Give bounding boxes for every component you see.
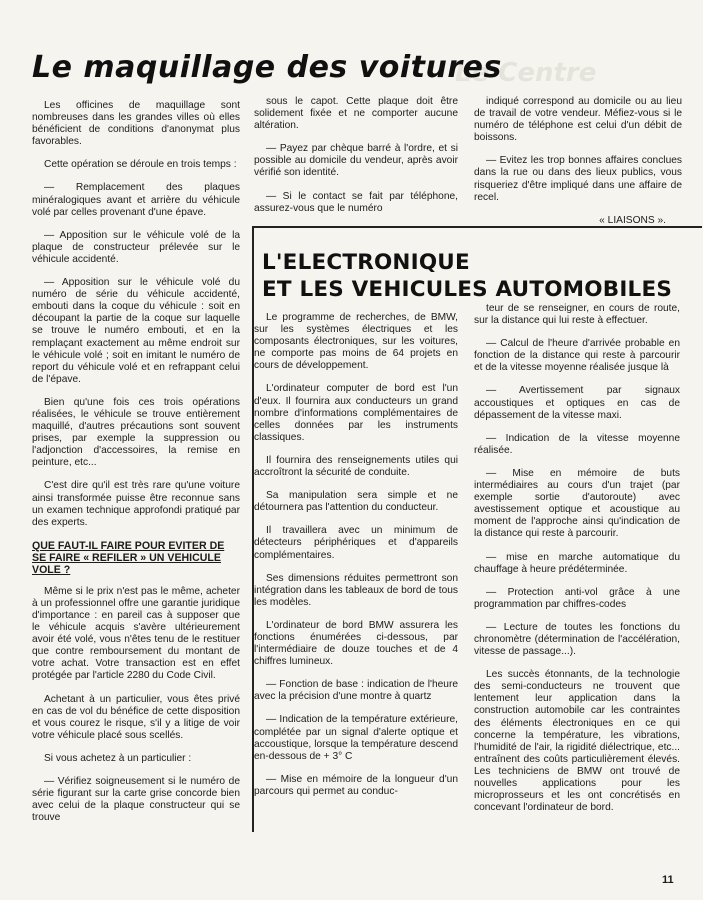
electronique-heading-line-2: ET LES VEHICULES AUTOMOBILES	[262, 277, 673, 302]
middle-bottom-column	[254, 312, 458, 809]
background-ghost-heading: Le Centre	[455, 58, 597, 88]
paragraph: Si vous achetez à un particulier :	[44, 752, 192, 764]
middle-top-column	[254, 96, 458, 226]
section-divider-horizontal	[252, 226, 702, 228]
electronique-heading	[262, 249, 672, 303]
paragraph: — Apposition sur le véhicule volé du numéro de série du véhicule accidenté, embouti dans la coque du véhicule : soit en découpant la partie de la coque sur laquelle se trouve le numéro embouti, et en la remplaçant exactement au même endroit sur le véhicule volé ; soit en imitant le numéro de report du véhicule volé et en refrappant celui de l'épave.	[32, 277, 240, 385]
paragraph: — Indication de la température extérieure, complétée par un signal d'alerte optique et accoustique, lorsque la température descend en-dessous de + 3° C	[254, 714, 458, 762]
section-subheading: QUE FAUT-IL FAIRE POUR EVITER DE SE FAIRE « REFILER » UN VEHICULE VOLE ?	[32, 539, 225, 576]
paragraph: L'ordinateur computer de bord est l'un d'eux. Il fournira aux conducteurs un grand nombre d'informations complémentaires de celles données par les instruments classiques.	[254, 383, 458, 443]
paragraph: C'est dire qu'il est très rare qu'une voiture ainsi transformée puisse être reconnue sans un examen technique approfondi pratiqué par des experts.	[32, 480, 240, 528]
page-number: 11	[662, 874, 674, 886]
article-title: Le maquillage des voitures	[32, 50, 502, 85]
left-article-column	[32, 100, 240, 835]
paragraph: — Mise en mémoire de buts intermédiaires au cours d'un trajet (par exemple sortie d'autoroute) avec avestissement optique et acoustique au moment de l'approche ainsi qu'indication de la distance qui reste à parcourir.	[474, 467, 680, 540]
paragraph: Cette opération se déroule en trois temps :	[44, 159, 237, 171]
paragraph: sous le capot. Cette plaque doit être solidement fixée et ne comporter aucune altération.	[254, 96, 458, 132]
paragraph: — Payez par chèque barré à l'ordre, et si possible au domicile du vendeur, après avoir vérifié son identité.	[254, 143, 458, 179]
source-signature: « LIAISONS ».	[599, 214, 666, 226]
paragraph: — Mise en mémoire de la longueur d'un parcours qui permet au conduc-	[254, 773, 458, 797]
paragraph: — Fonction de base : indication de l'heure avec la précision d'une montre à quartz	[254, 679, 458, 703]
paragraph: — Protection anti-vol grâce à une programmation par chiffres-codes	[474, 586, 680, 610]
paragraph: — Lecture de toutes les fonctions du chronomètre (détermination de l'accélération, vitesse de passage...).	[474, 621, 680, 658]
paragraph: — Avertissement par signaux accoustiques et optiques en cas de dépassement de la vitesse maxi.	[474, 385, 680, 421]
paragraph: — Evitez les trop bonnes affaires conclues dans la rue ou dans des lieux publics, vous risqueriez d'être impliqué dans une affaire de recel.	[474, 155, 682, 203]
paragraph: Le programme de recherches, de BMW, sur les systèmes électriques et les composants électroniques, sur les voitures, ne comporte pas moins de 64 projets en cours de développement.	[254, 312, 458, 372]
paragraph: Sa manipulation sera simple et ne détournera pas l'attention du conducteur.	[254, 490, 458, 514]
paragraph: — Calcul de l'heure d'arrivée probable en fonction de la distance qui reste à parcourir et de la vitesse moyenne réalisée jusque là	[474, 338, 680, 374]
paragraph: Les succès étonnants, de la technologie des semi-conducteurs ne trouvent que lentement leur application dans la construction automobile car les contraintes des éléments électroniques en ce qui concerne la température, les vibrations, l'humidité de l'air, la rigidité diélectrique, etc... entraînent des coûts particulièrement élevés. Les techniciens de BMW ont trouvé de nouvelles applications pour les microprosseurs et les ont concrétisés en concevant l'ordinateur de bord.	[474, 669, 680, 814]
electronique-heading-line-1: L'ELECTRONIQUE	[262, 250, 470, 275]
paragraph: Les officines de maquillage sont nombreuses dans les grandes villes où elles bénéficient de conditions d'anonymat plus favorables.	[32, 100, 240, 148]
paragraph: teur de se renseigner, en cours de route, sur la distance qui lui reste à effectuer.	[474, 303, 680, 327]
paragraph: indiqué correspond au domicile ou au lieu de travail de votre vendeur. Méfiez-vous si le numéro de téléphone est celui d'un débit de boissons.	[474, 96, 682, 144]
paragraph: Bien qu'une fois ces trois opérations réalisées, le véhicule se trouve entièrement maquillé, d'autres précautions sont souvent prises, par exemple la suppression ou l'adjonction d'accessoires, la remise en peinture, etc...	[32, 396, 240, 469]
paragraph: Il fournira des renseignements utiles qui accroîtront la sécurité de conduite.	[254, 454, 458, 479]
paragraph: — Apposition sur le véhicule volé de la plaque de constructeur prélevée sur le véhicule accidenté.	[32, 229, 240, 265]
paragraph: — Remplacement des plaques minéralogiques avant et arrière du véhicule volé par celles provenant d'une épave.	[32, 182, 240, 218]
paragraph: Même si le prix n'est pas le même, acheter à un professionnel offre une garantie juridique d'importance : en pareil cas à supposer que le véhicule acquis s'avère ultérieurement avoir été volé, vous n'êtes tenu de le restituer que contre remboursement du montant de votre achat. Votre transaction est en effet protégée par l'article 2280 du Code Civil.	[32, 585, 240, 682]
paragraph: Ses dimensions réduites permettront son intégration dans les tableaux de bord de tous les modèles.	[254, 572, 458, 608]
paragraph: — Indication de la vitesse moyenne réalisée.	[474, 432, 680, 456]
paragraph: — Si le contact se fait par téléphone, assurez-vous que le numéro	[254, 190, 458, 214]
right-bottom-column	[474, 303, 680, 825]
paragraph: — Vérifiez soigneusement si le numéro de série figurant sur la carte grise concorde bien avec celui de la plaque constructeur qui se trouve	[32, 776, 240, 824]
paragraph: L'ordinateur de bord BMW assurera les fonctions énumérées ci-dessous, par l'intermédiaire de douze touches et de 4 chiffres lumineux.	[254, 619, 458, 668]
paragraph: — mise en marche automatique du chauffage à heure prédéterminée.	[474, 551, 680, 575]
paragraph: Il travaillera avec un minimum de détecteurs périphériques et d'appareils complémentaires.	[254, 525, 458, 561]
right-top-column	[474, 96, 682, 238]
paragraph: Achetant à un particulier, vous êtes privé en cas de vol du bénéfice de cette disposition et vous courez le risque, s'il y a litige de voir votre véhicule placé sous scellés.	[32, 693, 240, 741]
